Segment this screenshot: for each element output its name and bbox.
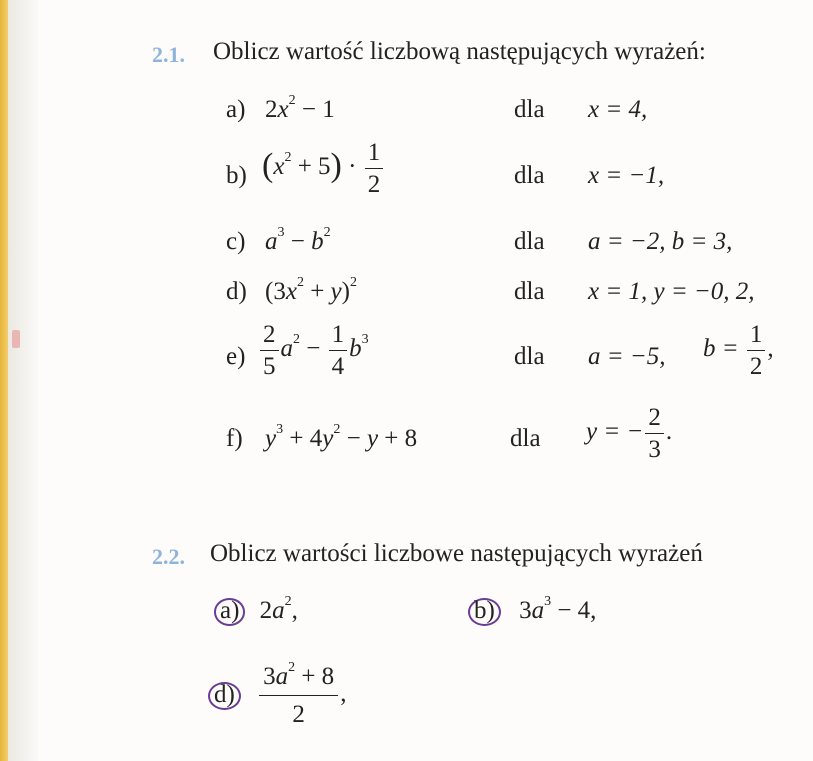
item-c-condition: a = −2, b = 3, <box>588 228 733 255</box>
item-e-label: e) <box>226 343 246 370</box>
task2-item-d-fraction: $\frac{3a^2 + 8}{2}$ <box>259 664 338 727</box>
task2-item-a-expression: $2a^2$, <box>259 594 298 624</box>
item-a-dla: dla <box>514 96 545 123</box>
item-f-dla: dla <box>510 425 541 452</box>
item-a-label: a) <box>226 96 246 123</box>
circled-label-d: d) <box>208 682 241 710</box>
task2-item-b <box>472 594 597 626</box>
item-b-label: b) <box>226 162 247 189</box>
item-f-condition: y = − $\frac{2}{3}$ . <box>586 404 673 463</box>
page-binding-edge <box>0 0 8 761</box>
item-e-expression: $\frac{2}{5}$ $a^2$ − $\frac{1}{4}$ $b^3$ <box>258 322 369 379</box>
item-c-dla: dla <box>514 228 545 255</box>
task-number-2-2: 2.2. <box>152 544 185 569</box>
item-c-expression: $a^3 - b^2$ <box>265 225 331 255</box>
item-e-dla: dla <box>514 343 545 370</box>
item-d-expression: $(3x^2 + y)^2$ <box>265 275 357 305</box>
task2-item-d: d) $\frac{3a^2 + 8}{2}$ , <box>212 664 346 727</box>
item-b-dla: dla <box>514 162 545 189</box>
circled-label-b: b) <box>468 598 501 626</box>
item-d-label: d) <box>226 278 247 305</box>
item-c-label: c) <box>226 228 246 255</box>
circled-label-a: a) <box>214 598 245 626</box>
task2-item-b-expression: $3a^3 - 4$, <box>519 594 597 624</box>
item-d-condition: x = 1, y = −0, 2, <box>588 278 755 305</box>
item-d-dla: dla <box>514 278 545 305</box>
item-b-expression: $(x^2 + 5)$ · $\frac{1}{2}$ <box>262 140 385 197</box>
item-f-expression: $y^3 + 4y^2 - y + 8$ <box>265 422 418 452</box>
task2-item-a <box>218 594 298 626</box>
item-e-condition-b: b = $\frac{1}{2}$ , <box>703 321 774 380</box>
item-b-condition: x = −1, <box>588 162 665 189</box>
task-number-2-1: 2.1. <box>152 42 185 67</box>
task-title-2-1: Oblicz wartość liczbową następujących wyrażeń: <box>213 38 706 65</box>
item-a-expression: $2x^2 - 1$ <box>265 93 335 123</box>
task-title-2-2: Oblicz wartości liczbowe następujących wyrażeń <box>210 540 703 567</box>
item-f-label: f) <box>226 425 243 452</box>
margin-mark <box>12 330 20 348</box>
page-gutter-shadow <box>8 0 38 761</box>
item-a-condition: x = 4, <box>588 96 648 123</box>
item-e-condition-a: a = −5, <box>588 343 666 370</box>
